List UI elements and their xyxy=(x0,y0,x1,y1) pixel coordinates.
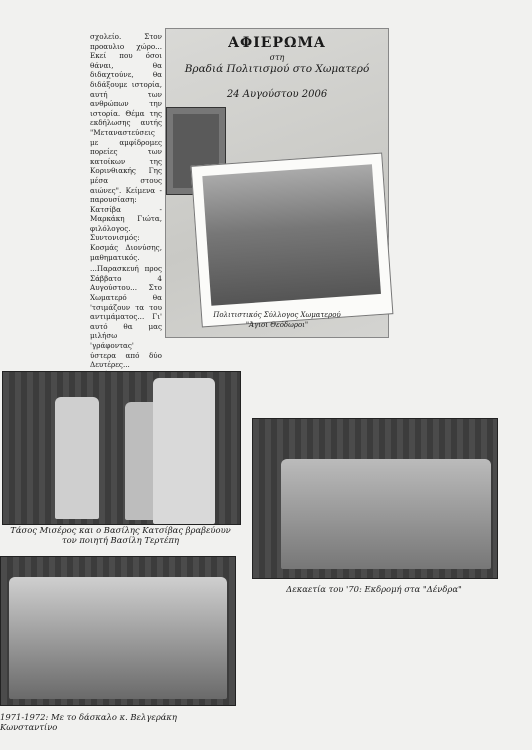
poster-subtitle-line-1: στη xyxy=(269,53,285,62)
event-poster xyxy=(165,28,389,338)
article-paragraph-2: ...Παρασκευή προς Σάββατο 4 Αυγούστου... Στο Χωματερό θα 'τσιμάζουν τα του αντιμάματος... Γι' αυτό θα μας μιλήσω 'γράφοντας' ύστερα από δύο Δευτέρες... xyxy=(90,264,162,370)
award-photo xyxy=(2,371,241,525)
article-text-column xyxy=(90,32,162,401)
award-photo-caption: Τάσος Μισέρος και ο Βασίλης Κατσίβας βραβεύουν τον ποιητή Βασίλη Τερτέπη xyxy=(10,525,231,545)
class-photo-70s xyxy=(252,418,498,579)
poster-footer-line-2: "Άγιοι Θεόδωροι" xyxy=(245,321,309,329)
poster-title: ΑΦΙΕΡΩΜΑ xyxy=(228,35,326,51)
poster-footer-line-1: Πολιτιστικός Σύλλογος Χωματερού xyxy=(213,311,341,319)
poster-class-photo xyxy=(191,153,394,328)
class-photo-70s-caption: Δεκαετία του '70: Εκδρομή στα "Δένδρα" xyxy=(286,584,462,594)
poster-subtitle-line-2: Βραδιά Πολιτισμού στο Χωματερό xyxy=(184,63,370,75)
article-paragraph-1: σχολείο. Στον προαυλιο χώρο... Εκεί που όσοι θάναι, θα διδαχτούνε, θα διδάξουμε ιστορία, αυτή των ανθρώπων την ιστορία. Θέμα της εκδήλωσης αυτής "Μεταναστεύσεις με αμφίδρομες πορείες των κατοίκων της Κορινθιακής Γης μέσα στους αιώνες". Κείμενα - παρουσίαση: Κατσίβα - Μαρκάκη Γιώτα, φιλόλογος. Συντονισμός: Κοσμάς Διονύσης, μαθηματικός. xyxy=(90,32,162,262)
class-photo-1971 xyxy=(0,556,236,706)
class-photo-1971-caption: 1971-1972: Με το δάσκαλο κ. Βελγεράκη Κωνσταντίνο xyxy=(0,712,177,732)
poster-date: 24 Αυγούστου 2006 xyxy=(226,89,328,100)
